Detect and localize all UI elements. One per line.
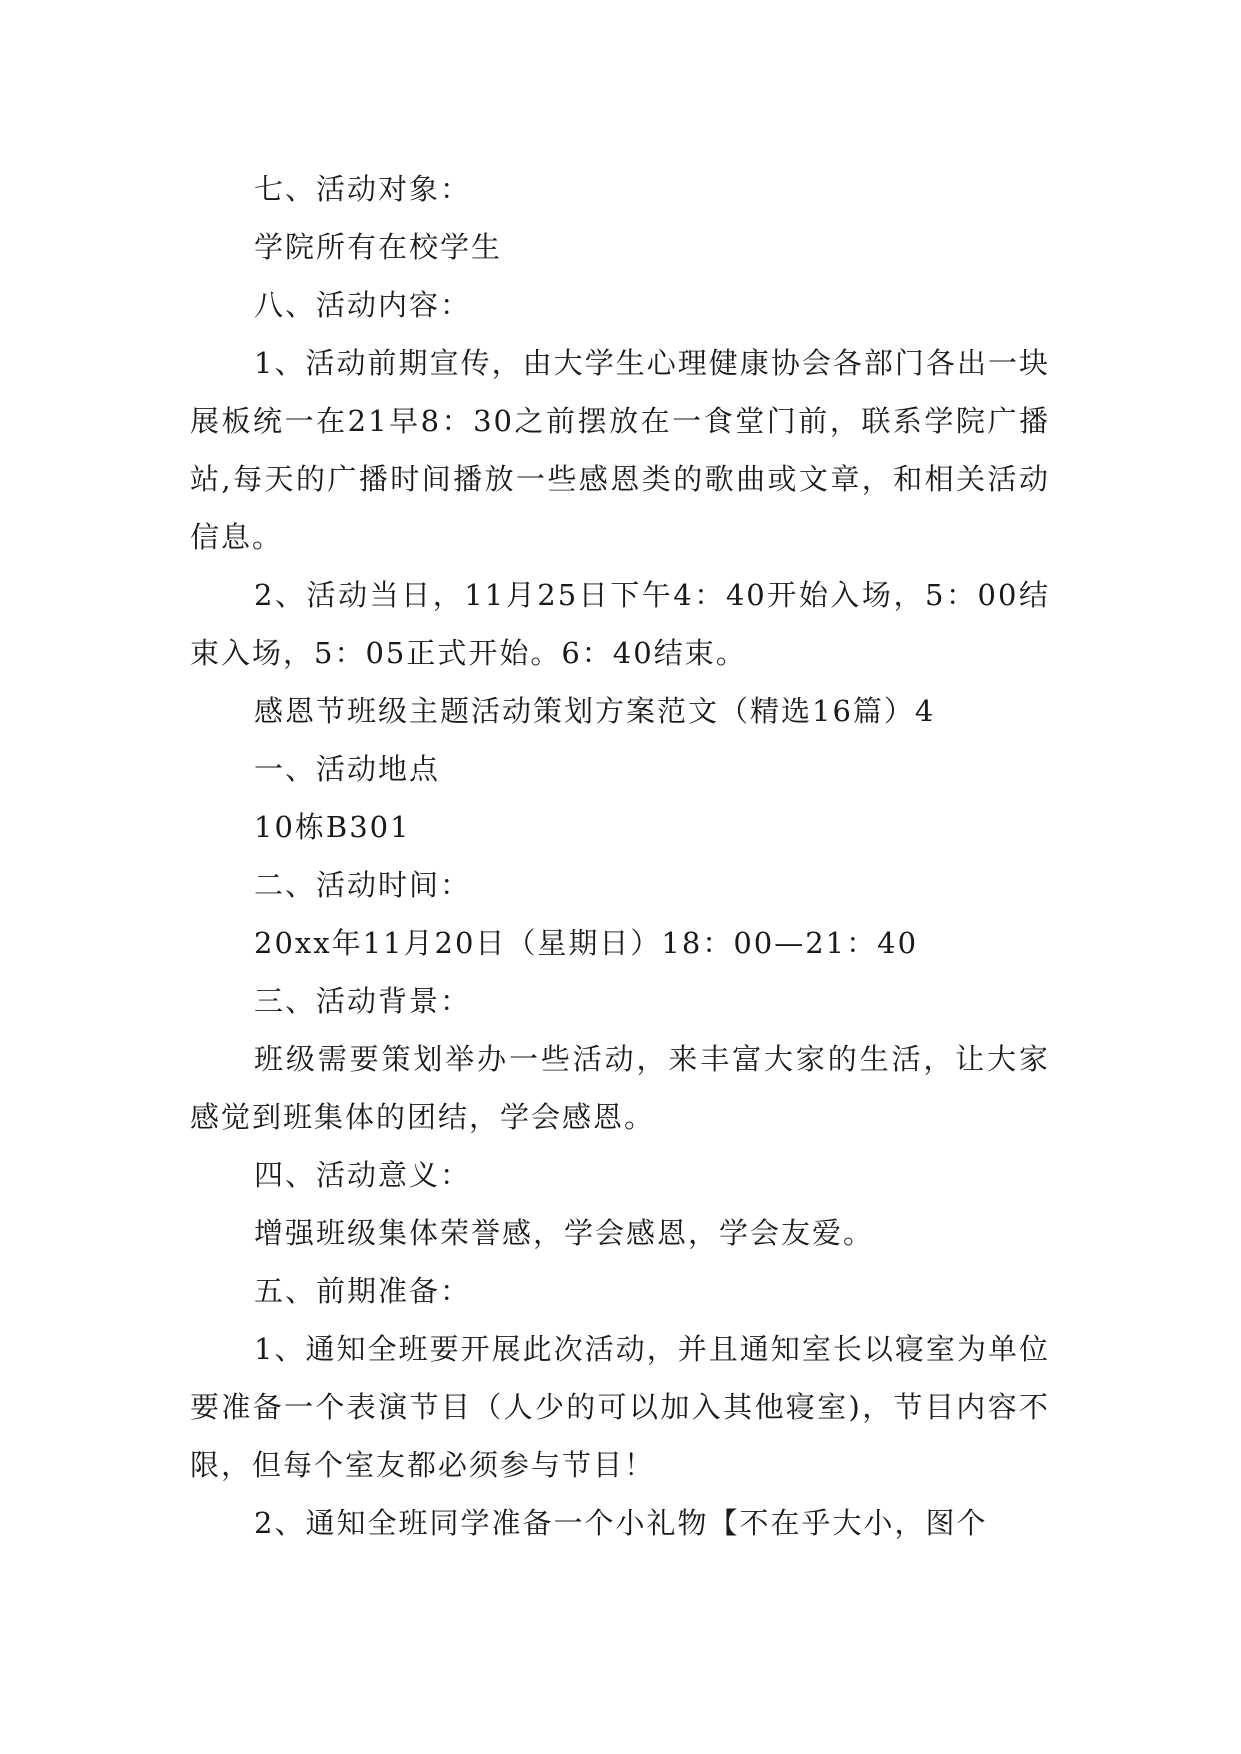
section-heading-content: 八、活动内容： <box>254 288 472 322</box>
section-heading-background: 三、活动背景： <box>254 984 472 1018</box>
section-heading-preparation: 五、前期准备： <box>254 1274 472 1308</box>
document-title: 感恩节班级主题活动策划方案范文（精选16篇）4 <box>254 694 936 728</box>
paragraph-content-1: 1、活动前期宣传，由大学生心理健康协会各部门各出一块展板统一在21早8：30之前摆放在一食堂门前，联系学院广播站,每天的广播时间播放一些感恩类的歌曲或文章，和相关活动信息。 <box>190 346 1050 554</box>
paragraph-target: 学院所有在校学生 <box>254 230 503 264</box>
paragraph-preparation-2: 2、通知全班同学准备一个小礼物【不在乎大小，图个 <box>254 1506 988 1540</box>
paragraph-location: 10栋B301 <box>254 810 411 844</box>
paragraph-background: 班级需要策划举办一些活动，来丰富大家的生活，让大家感觉到班集体的团结，学会感恩。 <box>190 1042 1050 1134</box>
document-body <box>190 160 1050 1552</box>
section-heading-significance: 四、活动意义： <box>254 1158 472 1192</box>
paragraph-time: 20xx年11月20日（星期日）18：00—21：40 <box>254 926 919 960</box>
section-heading-target: 七、活动对象： <box>254 172 472 206</box>
section-heading-location: 一、活动地点 <box>254 752 441 786</box>
paragraph-content-2: 2、活动当日，11月25日下午4：40开始入场，5：00结束入场，5：05正式开始。6：40结束。 <box>190 578 1050 670</box>
paragraph-preparation-1: 1、通知全班要开展此次活动，并且通知室长以寝室为单位要准备一个表演节目（人少的可以加入其他寝室)，节目内容不限，但每个室友都必须参与节目！ <box>190 1332 1050 1482</box>
paragraph-significance: 增强班级集体荣誉感，学会感恩，学会友爱。 <box>254 1216 875 1250</box>
section-heading-time: 二、活动时间： <box>254 868 472 902</box>
